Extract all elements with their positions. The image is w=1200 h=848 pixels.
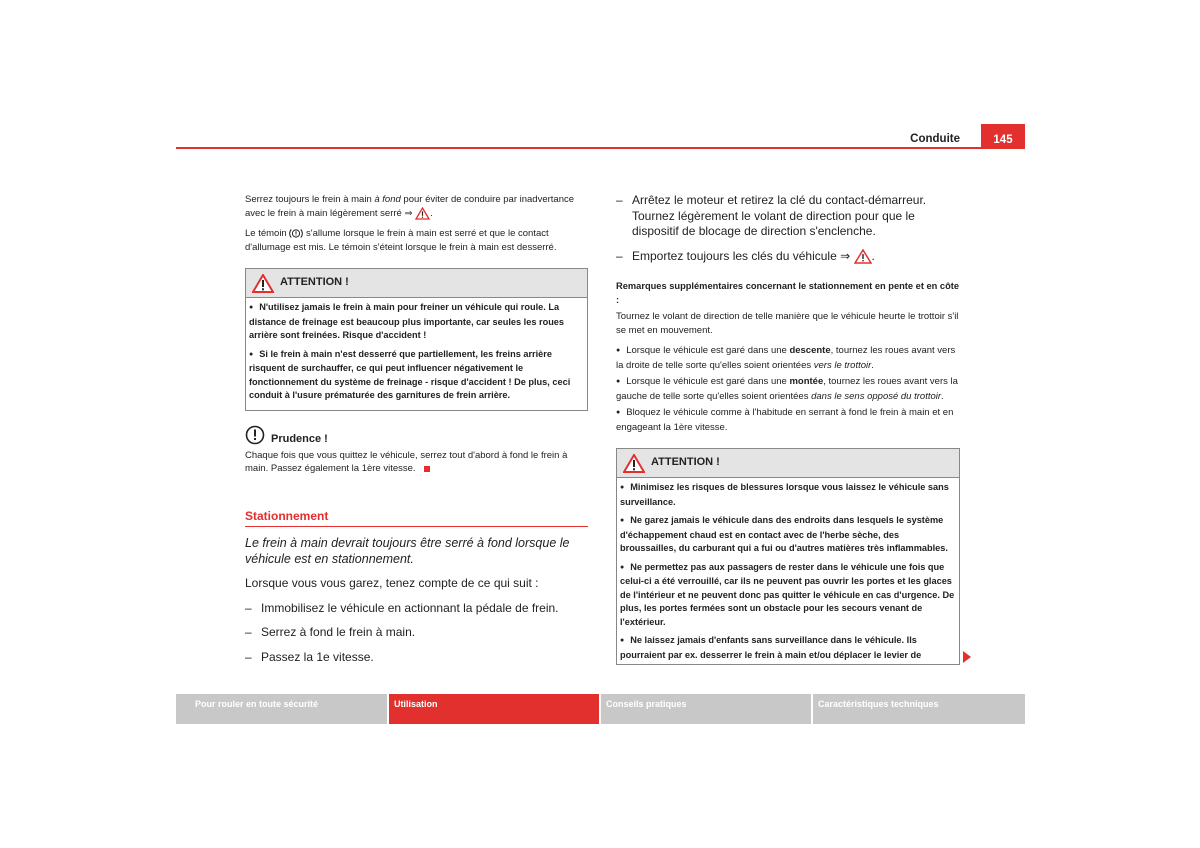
left-column	[245, 193, 588, 674]
warning-box	[616, 448, 960, 665]
warning-item: ● Ne laissez jamais d'enfants sans surveillance dans le véhicule. Ils pourraient par ex. desserrer le frein à main et/ou déplacer le levier de	[620, 634, 956, 662]
warning-header	[617, 449, 959, 478]
footer-tab-safety[interactable]: Pour rouler en toute sécurité	[176, 694, 387, 724]
caution-circle-icon	[245, 425, 265, 445]
step-item: – Emportez toujours les clés du véhicule ⇒ .	[616, 249, 960, 265]
warning-triangle-icon	[623, 454, 645, 473]
warning-triangle-icon	[252, 274, 274, 293]
remark-item: ● Lorsque le véhicule est garé dans une descente, tournez les roues avant vers la droite de telle sorte qu'elles soient orientées vers le trottoir.	[616, 344, 960, 372]
paragraph-handbrake: Serrez toujours le frein à main à fond pour éviter de conduire par inadvertance avec le frein à main légèrement serré ⇒ .	[245, 194, 575, 219]
remarks-intro: Tournez le volant de direction de telle manière que le véhicule heurte le trottoir s'il se met en mouvement.	[616, 311, 959, 336]
continue-arrow-icon	[963, 651, 971, 663]
section-title: Conduite	[910, 133, 960, 145]
remarks-heading: Remarques supplémentaires concernant le stationnement en pente et en côte :	[616, 281, 960, 305]
prudence-header	[245, 425, 588, 445]
warning-item: ● Si le frein à main n'est desserré que partiellement, les freins arrière risquent de surchauffer, ce qui peut influencer négativement le fonctionnement du système de freinage - risque d'accident ! De plus, ceci conduit à l'usure prématurée des garnitures de frein arrière.	[249, 348, 584, 403]
warning-header	[246, 269, 587, 298]
prudence-title: Prudence !	[271, 432, 328, 445]
right-column	[616, 193, 960, 675]
paragraph-indicator: Le témoin s'allume lorsque le frein à main est serré et que le contact d'allumage est mis. Le témoin s'éteint lorsque le frein à main est desserré.	[245, 228, 557, 253]
page-number: 145	[981, 124, 1025, 149]
warning-box	[245, 268, 588, 411]
section-intro: Le frein à main devrait toujours être serré à fond lorsque le véhicule est en stationnement.	[245, 536, 570, 567]
remark-item: ● Lorsque le véhicule est garé dans une montée, tournez les roues avant vers la gauche de telle sorte qu'elles soient orientées dans le sens opposé du trottoir.	[616, 375, 960, 403]
warning-body	[246, 298, 587, 410]
section-lead: Lorsque vous vous garez, tenez compte de ce qui suit :	[245, 576, 539, 591]
warning-item: ● Ne permettez pas aux passagers de rester dans le véhicule une fois que celui-ci a été verrouillé, car ils ne peuvent pas ouvrir les portes et les glaces de l'intérieur et ne peuvent donc pas quitter le véhicule en cas d'urgence. De plus, les portes fermées sont un obstacle pour les secours venant de l'extérieur.	[620, 561, 956, 630]
step-item: – Serrez à fond le frein à main.	[245, 625, 588, 641]
warning-triangle-icon	[854, 249, 872, 264]
warning-body	[617, 478, 959, 664]
brake-warning-lamp-icon	[289, 228, 303, 239]
step-item: – Immobilisez le véhicule en actionnant la pédale de frein.	[245, 601, 588, 617]
end-of-section-marker	[424, 466, 430, 472]
step-item: – Passez la 1e vitesse.	[245, 650, 588, 666]
footer-tab-utilisation[interactable]: Utilisation	[389, 694, 599, 724]
warning-item: ● Ne garez jamais le véhicule dans des endroits dans lesquels le système d'échappement chaud est en contact avec de l'herbe sèche, des broussailles, du carburant qui a fui ou d'autres matières très inflammables.	[620, 514, 956, 556]
warning-triangle-icon	[415, 207, 430, 220]
section-heading: Stationnement	[245, 510, 588, 528]
footer-tab-tips[interactable]: Conseils pratiques	[601, 694, 811, 724]
footer-tab-specs[interactable]: Caractéristiques techniques	[813, 694, 1025, 724]
prudence-text: Chaque fois que vous quittez le véhicule, serrez tout d'abord à fond le frein à main. Passez également la 1ère vitesse.	[245, 449, 568, 475]
warning-title: ATTENTION !	[651, 456, 720, 469]
warning-item: ● Minimisez les risques de blessures lorsque vous laissez le véhicule sans surveillance.	[620, 481, 956, 509]
step-item: – Arrêtez le moteur et retirez la clé du contact-démarreur. Tournez légèrement le volant de direction pour que le dispositif de blocage de direction s'enclenche.	[616, 193, 960, 240]
warning-title: ATTENTION !	[280, 276, 349, 289]
warning-item: ● N'utilisez jamais le frein à main pour freiner un véhicule qui roule. La distance de freinage est beaucoup plus importante, car seules les roues arrière sont freinées. Risque d'accident !	[249, 301, 584, 343]
remark-item: ● Bloquez le véhicule comme à l'habitude en serrant à fond le frein à main et en engageant la 1ère vitesse.	[616, 406, 960, 434]
header-rule	[176, 147, 1025, 149]
